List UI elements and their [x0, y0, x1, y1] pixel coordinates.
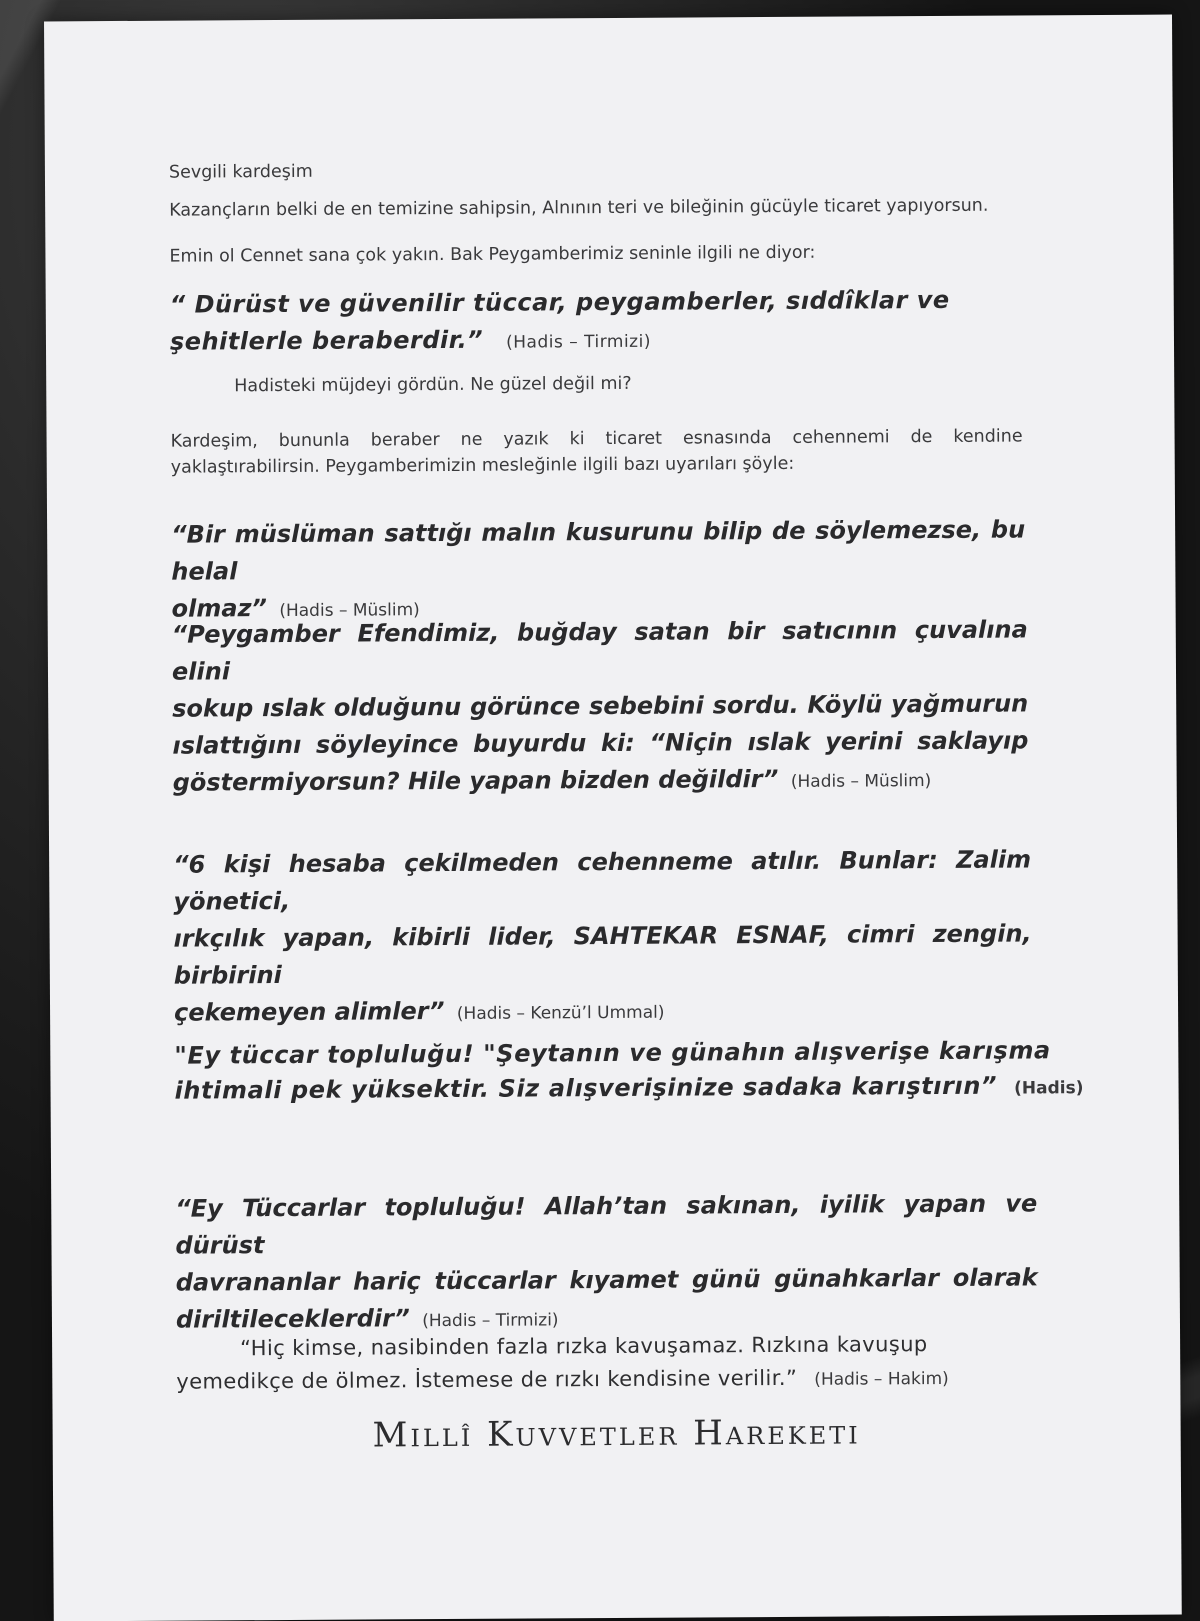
- warning-paragraph: [171, 423, 1023, 480]
- hadith-quote-3: [172, 611, 1029, 804]
- hadith-quote-3-line: ıslattığını söyleyince buyurdu ki: “Niçin ıslak yerini saklayıp: [172, 726, 1029, 760]
- intro-paragraph-1: Kazançların belki de en temizine sahipsin, Alnının teri ve bileğinin gücüyle ticaret yapıyorsun.: [169, 195, 989, 221]
- hadith-source: (Hadis – Müslim): [790, 771, 932, 792]
- signature: Millî Kuvvetler Hareketi: [372, 1412, 861, 1456]
- hadith-quote-3-line: “Peygamber Efendimiz, buğday satan bir satıcının çuvalına elini: [171, 615, 1028, 686]
- hadith-quote-6-line: davrananlar hariç tüccarlar kıyamet günü günahkarlar olarak: [175, 1263, 1038, 1297]
- hadith-source: (Hadis – Kenzü’l Ummal): [456, 1002, 665, 1024]
- greeting: Sevgili kardeşim: [168, 161, 313, 183]
- hadith-quote-4-line: çekemeyen alimler”: [173, 997, 445, 1027]
- hadith-quote-5-line: "Ey tüccar topluluğu! "Şeytanın ve günahın alışverişe karışma: [174, 1036, 1051, 1070]
- hadith-quote-1-line: şehitlerle beraberdir.”: [169, 325, 484, 356]
- hadith-quote-7-line: “Hiç kimse, nasibinden fazla rızka kavuşamaz. Rızkına kavuşup: [240, 1332, 928, 1361]
- remark: Hadisteki müjdeyi gördün. Ne güzel değil mi?: [234, 373, 632, 397]
- hadith-quote-1-line: “ Dürüst ve güvenilir tüccar, peygamberler, sıddîklar ve: [169, 285, 950, 319]
- hadith-quote-2-line: “Bir müslüman sattığı malın kusurunu bilip de söylemezse, bu helal: [171, 515, 1026, 586]
- intro-paragraph-2: Emin ol Cennet sana çok yakın. Bak Peygamberimiz seninle ilgili ne diyor:: [169, 242, 816, 267]
- hadith-quote-5-line: ihtimali pek yüksektir. Siz alışverişinize sadaka karıştırın”: [174, 1071, 998, 1105]
- hadith-quote-4: [173, 841, 1032, 1034]
- hadith-source: (Hadis – Müslim): [279, 600, 420, 622]
- hadith-quote-7-line: yemedikçe de ölmez. İstemese de rızkı kendisine verilir.”: [176, 1365, 798, 1394]
- hadith-source: (Hadis – Tirmizi): [506, 331, 651, 353]
- hadith-quote-7: [176, 1327, 1042, 1400]
- hadith-quote-2-line: olmaz”: [171, 594, 268, 623]
- hadith-source: (Hadis – Hakim): [814, 1368, 949, 1390]
- hadith-quote-6: [175, 1185, 1038, 1341]
- hadith-source: (Hadis): [1014, 1078, 1084, 1099]
- hadith-source: (Hadis – Tirmizi): [422, 1310, 559, 1332]
- hadith-quote-6-line: “Ey Tüccarlar topluluğu! Allah’tan sakınan, iyilik yapan ve dürüst: [175, 1189, 1038, 1260]
- hadith-quote-3-line: göstermiyorsun? Hile yapan bizden değildir”: [172, 764, 779, 797]
- hadith-quote-1: [170, 282, 970, 364]
- hadith-quote-5: [174, 1033, 1094, 1112]
- hadith-quote-4-line: ırkçılık yapan, kibirli lider, SAHTEKAR ESNAF, cimri zengin, birbirini: [173, 919, 1032, 990]
- hadith-quote-6-line: diriltileceklerdir”: [175, 1304, 410, 1334]
- hadith-quote-3-line: sokup ıslak olduğunu görünce sebebini sordu. Köylü yağmurun: [172, 689, 1029, 723]
- hadith-quote-4-line: “6 kişi hesaba çekilmeden cehenneme atılır. Bunlar: Zalim yönetici,: [173, 845, 1032, 916]
- letter-sheet: [44, 15, 1182, 1621]
- warning-line: yaklaştırabilirsin. Peygamberimizin mesleğinle ilgili bazı uyarıları şöyle:: [170, 453, 795, 478]
- warning-line: Kardeşim, bununla beraber ne yazık ki ticaret esnasında cehennemi de kendine: [170, 426, 1023, 452]
